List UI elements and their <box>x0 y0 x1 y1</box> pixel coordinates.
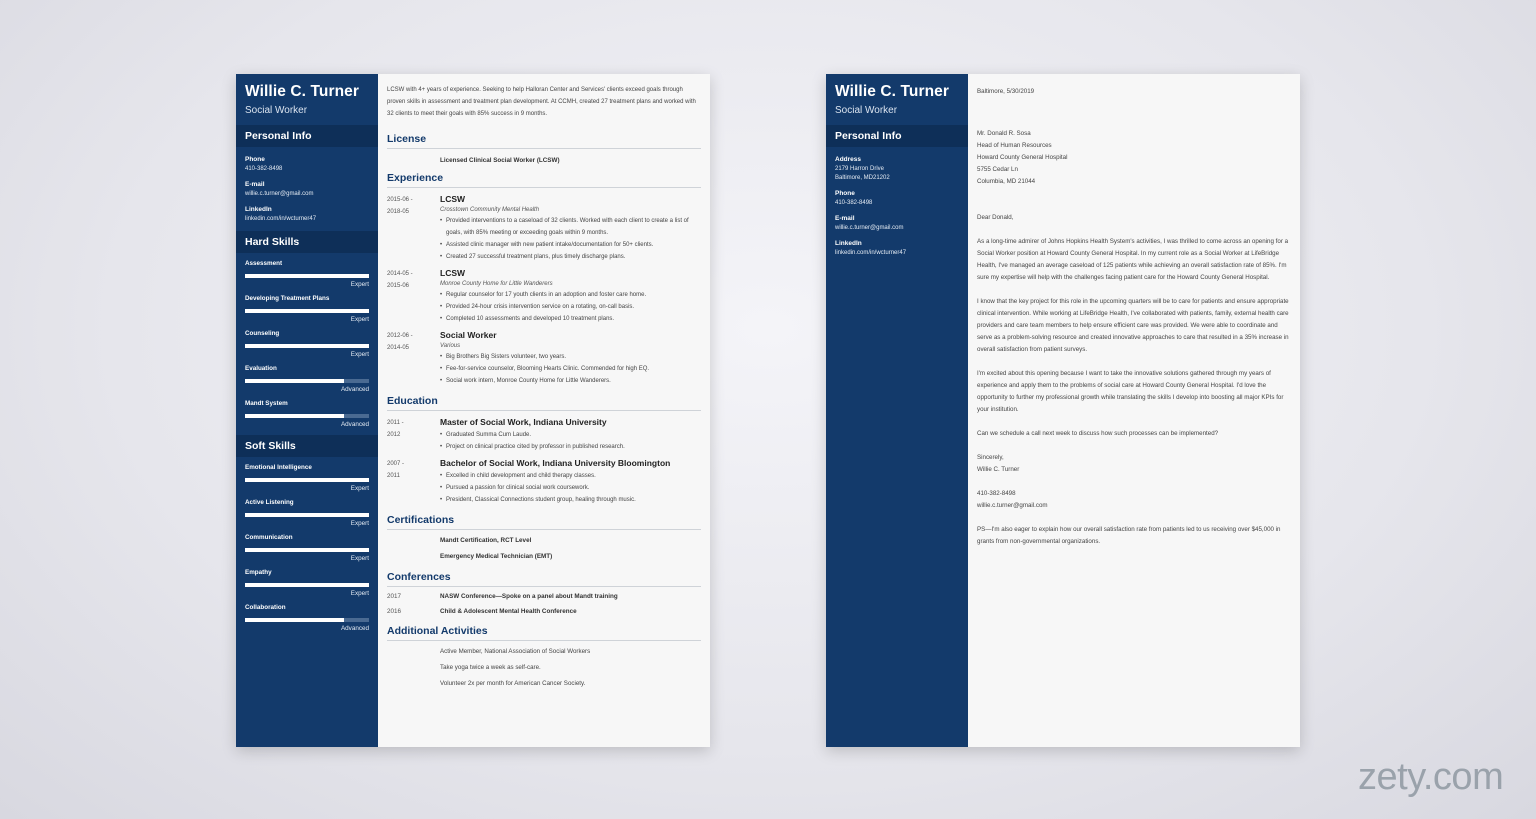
skill-level: Expert <box>350 555 369 562</box>
skill-level: Expert <box>350 485 369 492</box>
skill-bar-fill <box>245 513 369 517</box>
entry-dates <box>387 417 440 453</box>
contact-line: willie.c.turner@gmail.com <box>977 502 1048 509</box>
info-label: Address <box>835 156 862 163</box>
info-label: Phone <box>245 156 265 163</box>
entry-title: LCSW <box>440 194 466 204</box>
skill-name: Empathy <box>245 569 272 576</box>
skill-bar <box>245 583 369 587</box>
letter-paragraph: I'm excited about this opening because I want to take the innovative solutions gathered through my years of experience and apply them to the problems of social care at Howard County General Hospital. I'd love the opportunity to further my professional growth while translating the skills I develop into boosting all major KPIs for your institution. <box>977 370 1284 413</box>
entry-bullets <box>440 289 701 325</box>
certification-item: Emergency Medical Technician (EMT) <box>440 553 553 560</box>
experience-list <box>387 194 701 387</box>
info-label: LinkedIn <box>835 240 862 247</box>
skill-name: Active Listening <box>245 499 294 506</box>
activities-heading: Additional Activities <box>387 625 701 641</box>
cover-job-title: Social Worker <box>835 105 898 116</box>
recipient-line: Columbia, MD 21044 <box>977 178 1036 185</box>
entry-row <box>387 458 701 506</box>
skill-item <box>236 330 378 358</box>
contact-line: 410-382-8498 <box>977 490 1016 497</box>
entry-bullet: • Social work intern, Monroe County Home for Little Wanderers. <box>440 375 701 387</box>
skill-bar-fill <box>245 344 369 348</box>
certifications-heading: Certifications <box>387 514 701 530</box>
entry-bullet: • Graduated Summa Cum Laude. <box>440 429 701 441</box>
entry-dates <box>387 194 440 263</box>
info-value: 2179 Harron Drive <box>835 166 885 172</box>
entry-start-date: 2012-06 - <box>387 333 413 339</box>
letter-body <box>968 74 1300 548</box>
entry-bullet: • Assisted clinic manager with new patient intake/documentation for 50+ clients. <box>440 239 701 251</box>
cover-sidebar <box>826 74 968 747</box>
skill-bar <box>245 618 369 622</box>
skill-level: Advanced <box>340 625 369 632</box>
info-label: E-mail <box>835 215 855 222</box>
entry-end-date: 2014-05 <box>387 345 410 351</box>
conferences-heading: Conferences <box>387 571 701 587</box>
skill-bar <box>245 478 369 482</box>
entry-end-date: 2015-06 <box>387 283 410 289</box>
letter-paragraph: I know that the key project for this role in the upcoming quarters will be to care for patients and ensure appropriate clinical intervention. While working at LifeBridge Health, I've collaborated with patients, family, external health care providers and care team members to help ensure efficient care was provided. We were able to coordinate and serve as a problem-solving resource and created innovative approaches to care that resulted in a 35% increase in overall satisfaction from patient surveys. <box>977 298 1289 353</box>
letter-paragraph: As a long-time admirer of Johns Hopkins Health System's activities, I was thrilled to come across an opening for a Social Worker position at Howard County General Hospital. In my current role as a Social Worker at LifeBridge Health, I've managed an average caseload of 125 patients while achieving an overall satisfaction rate of 85%. I'm sure my expertise will help with the challenges facing patient care for the Howard County General Hospital. <box>977 238 1289 281</box>
entry-row <box>387 268 701 325</box>
skill-bar <box>245 309 369 313</box>
entry-org: Crosstown Community Mental Health <box>440 207 540 213</box>
skill-name: Emotional Intelligence <box>245 464 312 471</box>
entry-start-date: 2007 - <box>387 461 405 467</box>
entry-row <box>387 194 701 263</box>
conference-item <box>387 608 701 615</box>
skill-level: Expert <box>350 520 369 527</box>
entry-title: Master of Social Work, Indiana University <box>440 417 607 427</box>
info-value: willie.c.turner@gmail.com <box>245 191 314 197</box>
skill-level: Expert <box>350 316 369 323</box>
resume-name: Willie C. Turner <box>245 83 359 100</box>
skill-bar-fill <box>245 478 369 482</box>
skill-item <box>236 295 378 323</box>
cover-name: Willie C. Turner <box>835 83 949 100</box>
info-label: LinkedIn <box>245 206 272 213</box>
info-label: E-mail <box>245 181 265 188</box>
entry-bullet: • Regular counselor for 17 youth clients in an adoption and foster care home. <box>440 289 701 301</box>
entry-org: Monroe County Home for Little Wanderers <box>440 281 553 287</box>
education-list <box>387 417 701 506</box>
skill-bar-fill <box>245 583 369 587</box>
conference-year: 2016 <box>387 608 402 615</box>
skill-level: Expert <box>350 590 369 597</box>
resume-sidebar <box>236 74 378 747</box>
signoff-block <box>977 452 1291 476</box>
entry-end-date: 2018-05 <box>387 209 410 215</box>
conference-item <box>387 593 701 600</box>
conference-text: Child & Adolescent Mental Health Conference <box>440 608 577 615</box>
experience-heading: Experience <box>387 172 701 188</box>
conference-text: NASW Conference—Spoke on a panel about Mandt training <box>440 593 618 600</box>
skill-name: Developing Treatment Plans <box>245 295 330 302</box>
signoff-line: Sincerely, <box>977 454 1004 461</box>
letter-ps: PS—I'm also eager to explain how our overall satisfaction rate from patients led to us receiving over $45,000 in grants from non-governmental organizations. <box>977 526 1281 545</box>
entry-bullet: • Provided 24-hour crisis intervention service on a rotating, on-call basis. <box>440 301 701 313</box>
signoff-line: Willie C. Turner <box>977 466 1020 473</box>
recipient-line: Head of Human Resources <box>977 142 1052 149</box>
entry-title: Bachelor of Social Work, Indiana University Bloomington <box>440 458 671 468</box>
skill-item <box>236 534 378 562</box>
soft-skills-heading: Soft Skills <box>236 435 378 457</box>
license-item: Licensed Clinical Social Worker (LCSW) <box>440 157 560 164</box>
education-heading: Education <box>387 395 701 411</box>
cover-letter-page <box>826 74 1300 747</box>
entry-dates <box>387 268 440 325</box>
entry-bullet: • Big Brothers Big Sisters volunteer, two years. <box>440 351 701 363</box>
skill-bar <box>245 379 369 383</box>
activity-item: Take yoga twice a week as self-care. <box>440 664 541 671</box>
skill-name: Assessment <box>245 260 283 267</box>
cover-personal-info <box>826 147 968 256</box>
entry-bullet: • Fee-for-service counselor, Blooming Hearts Clinic. Commended for high EQ. <box>440 363 701 375</box>
skill-item <box>236 569 378 597</box>
license-heading: License <box>387 133 701 149</box>
zety-logo: zety.com <box>1358 756 1504 798</box>
info-value: 410-382-8498 <box>835 200 873 206</box>
skill-level: Expert <box>350 281 369 288</box>
entry-body <box>440 268 701 325</box>
resume-summary: LCSW with 4+ years of experience. Seeking to help Halloran Center and Services' clients exceed goals through proven skills in assessment and treatment plan development. At CCMH, created 27 treatment plans and worked with 32 clients to meet their goals with 85% success in 9 months. <box>387 87 696 117</box>
entry-bullet: • Pursued a passion for clinical social work coursework. <box>440 482 701 494</box>
skill-bar-fill <box>245 548 369 552</box>
recipient-line: Howard County General Hospital <box>977 154 1068 161</box>
letter-greeting: Dear Donald, <box>977 214 1014 221</box>
entry-bullets <box>440 429 701 453</box>
entry-dates <box>387 330 440 387</box>
skill-bar <box>245 548 369 552</box>
info-label: Phone <box>835 190 855 197</box>
entry-body <box>440 417 701 453</box>
skill-item <box>236 365 378 393</box>
skill-item <box>236 604 378 632</box>
skill-item <box>236 400 378 428</box>
entry-org: Various <box>440 343 461 349</box>
entry-bullet: • Project on clinical practice cited by professor in published research. <box>440 441 701 453</box>
recipient-line: 5755 Cedar Ln <box>977 166 1018 173</box>
contact-block <box>977 488 1291 512</box>
skill-name: Counseling <box>245 330 280 337</box>
skill-level: Advanced <box>340 386 369 393</box>
skill-bar-fill <box>245 618 344 622</box>
skill-bar-fill <box>245 309 369 313</box>
info-value: linkedin.com/in/wcturner47 <box>245 216 317 222</box>
skill-item <box>236 499 378 527</box>
hard-skills-list <box>236 260 378 428</box>
entry-start-date: 2011 - <box>387 420 404 426</box>
entry-start-date: 2015-06 - <box>387 197 413 203</box>
skill-bar-fill <box>245 414 344 418</box>
entry-end-date: 2012 <box>387 432 401 438</box>
resume-job-title: Social Worker <box>245 105 308 116</box>
entry-bullet: • Excelled in child development and child therapy classes. <box>440 470 701 482</box>
skill-bar <box>245 513 369 517</box>
resume-main <box>378 74 710 747</box>
conference-year: 2017 <box>387 593 402 600</box>
skill-bar-fill <box>245 274 369 278</box>
skill-level: Expert <box>350 351 369 358</box>
entry-row <box>387 417 701 453</box>
skill-item <box>236 464 378 492</box>
entry-title: Social Worker <box>440 330 497 340</box>
entry-start-date: 2014-05 - <box>387 271 413 277</box>
activity-item: Active Member, National Association of Social Workers <box>440 648 591 655</box>
personal-info <box>236 147 378 222</box>
entry-row <box>387 330 701 387</box>
recipient-block <box>977 128 1291 188</box>
recipient-line: Mr. Donald R. Sosa <box>977 130 1031 137</box>
activity-item: Volunteer 2x per month for American Cancer Society. <box>440 680 586 687</box>
entry-bullet: • Provided interventions to a caseload of 32 clients. Worked with each client to create a list of goals, with 85% meeting or exceeding goals within 9 months. <box>440 215 701 239</box>
entry-body <box>440 330 701 387</box>
skill-name: Communication <box>245 534 293 541</box>
letter-paragraph: Can we schedule a call next week to discuss how such processes can be implemented? <box>977 430 1219 437</box>
skill-name: Mandt System <box>245 400 288 407</box>
skill-bar <box>245 414 369 418</box>
skill-level: Advanced <box>340 421 369 428</box>
entry-end-date: 2011 <box>387 473 400 479</box>
cover-main <box>968 74 1300 747</box>
entry-bullets <box>440 470 701 506</box>
info-value: willie.c.turner@gmail.com <box>835 225 904 231</box>
certification-item: Mandt Certification, RCT Level <box>440 537 532 544</box>
soft-skills-list <box>236 464 378 632</box>
skill-name: Evaluation <box>245 365 277 372</box>
entry-bullet: • Completed 10 assessments and developed 10 treatment plans. <box>440 313 701 325</box>
entry-bullet: • Created 27 successful treatment plans, plus timely discharge plans. <box>440 251 701 263</box>
letter-date: Baltimore, 5/30/2019 <box>977 88 1035 95</box>
info-value: Baltimore, MD21202 <box>835 175 890 181</box>
resume-page <box>236 74 710 747</box>
skill-item <box>236 260 378 288</box>
hard-skills-heading: Hard Skills <box>236 231 378 253</box>
entry-title: LCSW <box>440 268 466 278</box>
entry-body <box>440 458 701 506</box>
skill-name: Collaboration <box>245 604 286 611</box>
personal-info-heading: Personal Info <box>236 125 378 147</box>
entry-bullets <box>440 351 701 387</box>
entry-dates <box>387 458 440 506</box>
info-value: linkedin.com/in/wcturner47 <box>835 250 907 256</box>
skill-bar-fill <box>245 379 344 383</box>
skill-bar <box>245 274 369 278</box>
entry-bullet: • President, Classical Connections student group, healing through music. <box>440 494 701 506</box>
skill-bar <box>245 344 369 348</box>
cover-personal-info-heading: Personal Info <box>826 125 968 147</box>
entry-bullets <box>440 215 701 263</box>
entry-body <box>440 194 701 263</box>
info-value: 410-382-8498 <box>245 166 283 172</box>
